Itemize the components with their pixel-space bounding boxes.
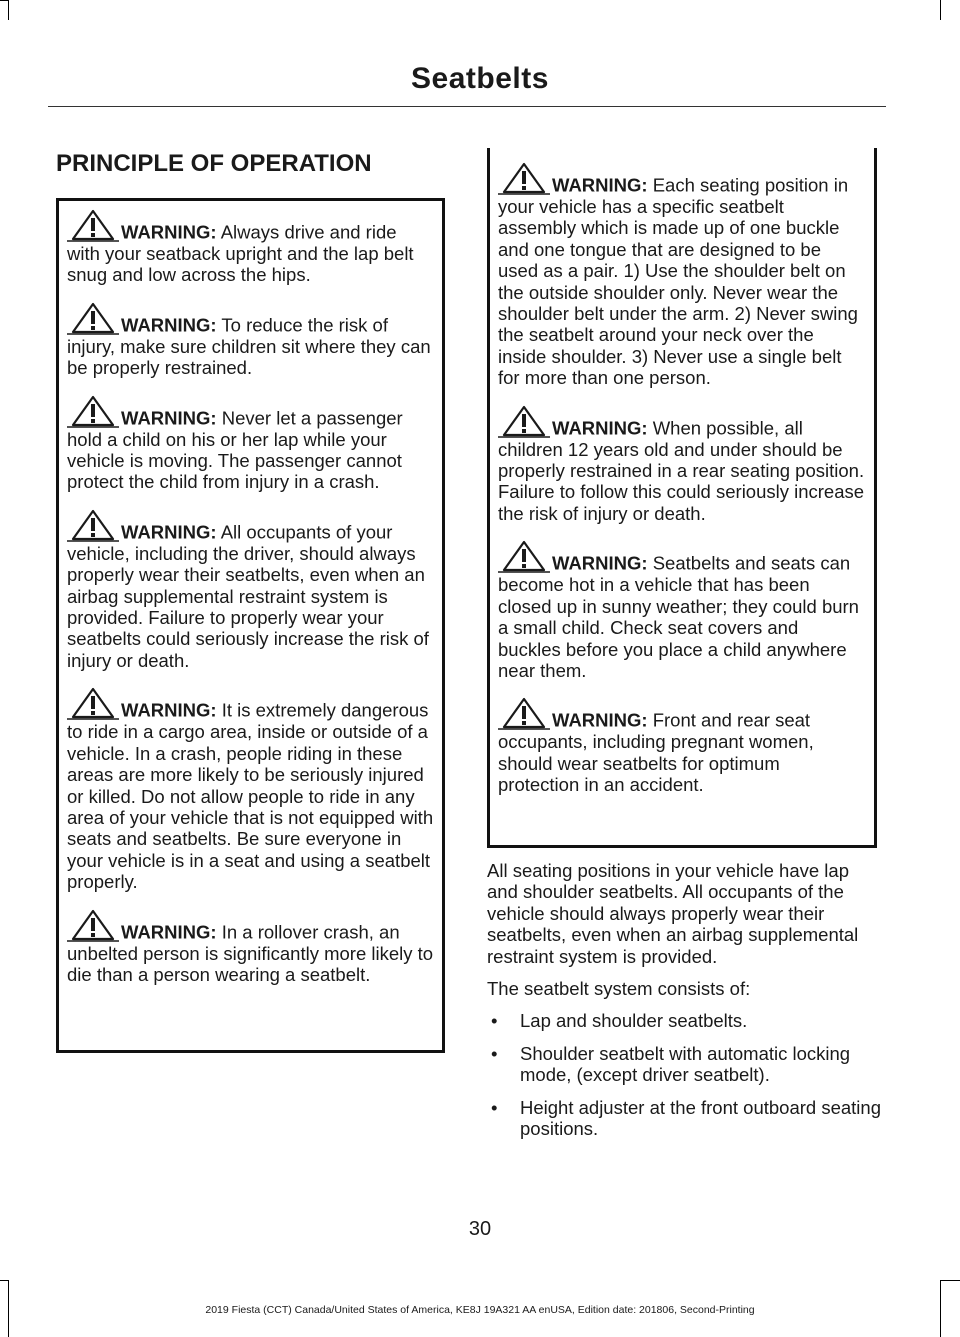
warning-paragraph xyxy=(67,209,434,286)
page-number: 30 xyxy=(468,1218,492,1240)
header-divider xyxy=(48,106,886,107)
crop-mark xyxy=(941,1280,960,1281)
warning-triangle-icon xyxy=(67,302,119,336)
crop-mark xyxy=(0,0,8,1)
warning-text: It is extremely dangerous to ride in a cargo area, inside or outside of a vehicle. In a crash, people riding in these areas are more likely to be seriously injured or killed. Do not allow people to ride in any area of your vehicle that is not equipped with seats and seatbelts. Be sure everyone in your vehicle is in a seat and using a seatbelt properly. xyxy=(67,699,434,893)
section-title: PRINCIPLE OF OPERATION xyxy=(56,150,372,177)
body-text xyxy=(487,860,882,1150)
warning-label: WARNING: xyxy=(552,174,648,196)
warning-paragraph xyxy=(67,509,434,671)
warning-label: WARNING: xyxy=(552,552,648,574)
warning-triangle-icon xyxy=(67,687,119,721)
warning-text: Seatbelts and seats can become hot in a vehicle that has been closed up in sunny weather; they could burn a small child. Check seat covers and buckles before you place a child anywhere near them. xyxy=(498,552,859,681)
warning-paragraph xyxy=(498,162,866,389)
list-item xyxy=(487,1043,882,1086)
warning-text: Each seating position in your vehicle has a specific seatbelt assembly which is made up of one buckle and one tongue that are designed to be used as a pair. 1) Use the shoulder belt on the outside shoulder only. Never wear the shoulder belt under the arm. 2) Never swing the seatbelt around your neck over the inside shoulder. 3) Never use a single belt for more than one person. xyxy=(498,174,858,389)
warning-triangle-icon xyxy=(67,209,119,243)
warning-triangle-icon xyxy=(498,697,550,731)
crop-mark xyxy=(0,1280,8,1281)
list-item xyxy=(487,1097,882,1140)
body-paragraph: The seatbelt system consists of: xyxy=(487,978,751,1000)
bullet-marker: • xyxy=(491,1010,498,1032)
bullet-marker: • xyxy=(491,1042,498,1064)
warning-paragraph xyxy=(67,909,434,986)
warning-text: When possible, all children 12 years old and under should be properly restrained in a rear seating position. Failure to follow this could seriously increase the risk of injury or death. xyxy=(498,417,865,524)
warning-paragraph xyxy=(67,395,434,493)
warning-triangle-icon xyxy=(67,909,119,943)
warning-label: WARNING: xyxy=(121,221,217,243)
warning-triangle-icon xyxy=(498,405,550,439)
warning-text: Always drive and ride with your seatback upright and the lap belt snug and low across the hips. xyxy=(67,221,414,286)
warning-label: WARNING: xyxy=(121,407,217,429)
warning-label: WARNING: xyxy=(121,921,217,943)
list-item-text: Lap and shoulder seatbelts. xyxy=(520,1010,748,1032)
warning-paragraph xyxy=(498,405,866,525)
list-item-text: Shoulder seatbelt with automatic locking mode, (except driver seatbelt). xyxy=(520,1042,851,1086)
warning-paragraph xyxy=(498,540,866,681)
warning-label: WARNING: xyxy=(121,699,217,721)
warning-text: All occupants of your vehicle, including the driver, should always properly wear their seatbelts, even when an airbag supplemental restraint system is provided. Failure to properly wear your seatbelts could seriously increase the risk of injury or death. xyxy=(67,521,429,671)
warning-paragraph xyxy=(67,687,434,892)
warning-triangle-icon xyxy=(498,162,550,196)
bullet-list xyxy=(487,1010,882,1139)
page-header-title: Seatbelts xyxy=(411,62,549,95)
list-item-text: Height adjuster at the front outboard seating positions. xyxy=(520,1096,881,1140)
right-warning-box xyxy=(487,148,877,848)
warning-paragraph xyxy=(498,697,866,795)
warning-label: WARNING: xyxy=(552,417,648,439)
warning-label: WARNING: xyxy=(552,709,648,731)
warning-text: In a rollover crash, an unbelted person is significantly more likely to die than a person wearing a seatbelt. xyxy=(67,921,434,985)
body-paragraph: All seating positions in your vehicle have lap and shoulder seatbelts. All occupants of the vehicle should always properly wear their seatbelts, even when an airbag supplemental restraint system is provided. xyxy=(487,860,859,967)
crop-mark xyxy=(8,0,9,20)
warning-triangle-icon xyxy=(498,540,550,574)
list-item xyxy=(487,1010,882,1031)
warning-label: WARNING: xyxy=(121,314,217,336)
bullet-marker: • xyxy=(491,1096,498,1118)
warning-triangle-icon xyxy=(67,395,119,429)
footer-text: 2019 Fiesta (CCT) Canada/United States of America, KE8J 19A321 AA enUSA, Edition date: 201806, Second-Printing xyxy=(205,1304,755,1316)
left-warning-box xyxy=(56,198,445,1053)
crop-mark xyxy=(940,0,941,20)
warning-text: Never let a passenger hold a child on his or her lap while your vehicle is moving. The passenger cannot protect the child from injury in a crash. xyxy=(67,407,403,493)
warning-text: To reduce the risk of injury, make sure children sit where they can be properly restrained. xyxy=(67,314,431,379)
warning-paragraph xyxy=(67,302,434,379)
warning-triangle-icon xyxy=(67,509,119,543)
warning-text: Front and rear seat occupants, including pregnant women, should wear seatbelts for optimum protection in an accident. xyxy=(498,709,814,796)
warning-label: WARNING: xyxy=(121,521,217,543)
